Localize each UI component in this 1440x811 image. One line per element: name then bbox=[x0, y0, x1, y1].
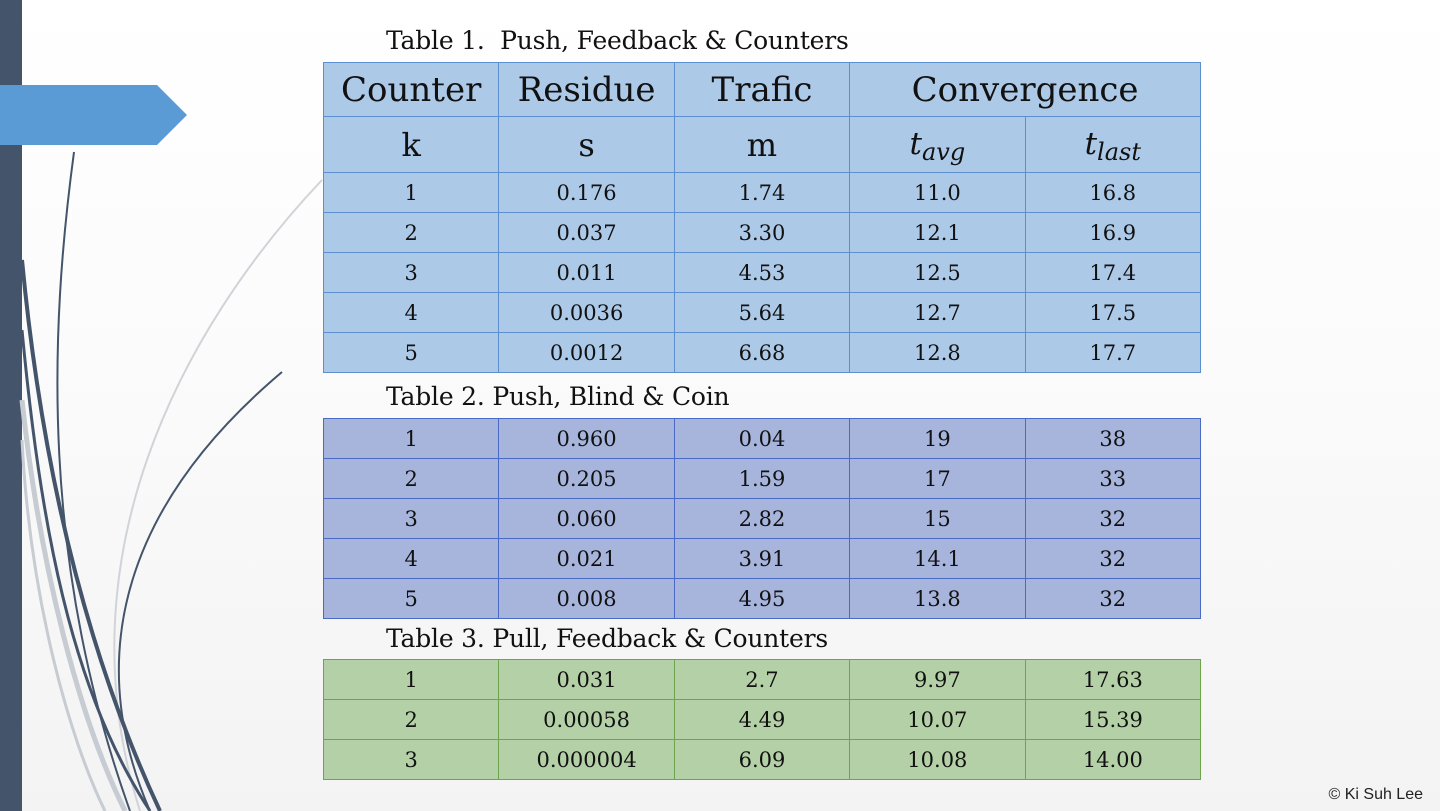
table-cell: 0.0012 bbox=[499, 333, 674, 373]
table-row bbox=[324, 293, 1201, 333]
table-row bbox=[324, 419, 1201, 459]
header-residue: Residue bbox=[499, 63, 674, 117]
table-cell: 17.63 bbox=[1025, 660, 1200, 700]
table-cell: 12.1 bbox=[850, 213, 1025, 253]
subheader-t-last bbox=[1025, 117, 1200, 173]
table-row bbox=[324, 173, 1201, 213]
table-cell: 17.7 bbox=[1025, 333, 1200, 373]
table-cell: 5 bbox=[324, 333, 499, 373]
table-cell: 12.8 bbox=[850, 333, 1025, 373]
table-cell: 0.008 bbox=[499, 579, 674, 619]
table-cell: 0.04 bbox=[674, 419, 849, 459]
table1-caption: Table 1. Push, Feedback & Counters bbox=[386, 26, 849, 55]
t-last-base: t bbox=[1084, 125, 1098, 162]
table-cell: 0.176 bbox=[499, 173, 674, 213]
table-row bbox=[324, 253, 1201, 293]
table-row bbox=[324, 333, 1201, 373]
table1 bbox=[323, 62, 1201, 373]
table2-caption: Table 2. Push, Blind & Coin bbox=[386, 382, 730, 411]
table-cell: 0.011 bbox=[499, 253, 674, 293]
table-cell: 5 bbox=[324, 579, 499, 619]
table-cell: 13.8 bbox=[850, 579, 1025, 619]
table-cell: 4 bbox=[324, 539, 499, 579]
table-cell: 5.64 bbox=[674, 293, 849, 333]
table-cell: 32 bbox=[1025, 579, 1200, 619]
table-cell: 0.060 bbox=[499, 499, 674, 539]
table-cell: 10.08 bbox=[850, 740, 1025, 780]
table-cell: 4 bbox=[324, 293, 499, 333]
table-cell: 32 bbox=[1025, 499, 1200, 539]
table-cell: 17.4 bbox=[1025, 253, 1200, 293]
table-cell: 0.037 bbox=[499, 213, 674, 253]
table-cell: 6.09 bbox=[674, 740, 849, 780]
t-last-sub: last bbox=[1097, 137, 1141, 166]
table-row bbox=[324, 459, 1201, 499]
table-cell: 17 bbox=[850, 459, 1025, 499]
table3 bbox=[323, 659, 1201, 780]
table-row bbox=[324, 499, 1201, 539]
table-cell: 1 bbox=[324, 173, 499, 213]
t-avg-sub: avg bbox=[921, 137, 966, 166]
table-cell: 3 bbox=[324, 253, 499, 293]
subheader-t-avg bbox=[850, 117, 1025, 173]
table-cell: 1 bbox=[324, 419, 499, 459]
header-convergence: Convergence bbox=[850, 63, 1201, 117]
table-cell: 0.031 bbox=[499, 660, 674, 700]
table-cell: 3.30 bbox=[674, 213, 849, 253]
table-cell: 2 bbox=[324, 213, 499, 253]
copyright-text: © Ki Suh Lee bbox=[1328, 786, 1423, 803]
table-row bbox=[324, 740, 1201, 780]
table-cell: 33 bbox=[1025, 459, 1200, 499]
table-cell: 2 bbox=[324, 459, 499, 499]
table-cell: 3 bbox=[324, 499, 499, 539]
table-cell: 4.49 bbox=[674, 700, 849, 740]
table-row bbox=[324, 660, 1201, 700]
table-cell: 15 bbox=[850, 499, 1025, 539]
subheader-k: k bbox=[324, 117, 499, 173]
table-cell: 0.205 bbox=[499, 459, 674, 499]
table-cell: 3 bbox=[324, 740, 499, 780]
table-cell: 9.97 bbox=[850, 660, 1025, 700]
table-cell: 16.8 bbox=[1025, 173, 1200, 213]
table-cell: 1.59 bbox=[674, 459, 849, 499]
table-cell: 1 bbox=[324, 660, 499, 700]
table-cell: 14.00 bbox=[1025, 740, 1200, 780]
table-cell: 17.5 bbox=[1025, 293, 1200, 333]
table-cell: 0.960 bbox=[499, 419, 674, 459]
decorative-curves bbox=[0, 0, 330, 811]
table1-subheader-row bbox=[324, 117, 1201, 173]
table-cell: 0.021 bbox=[499, 539, 674, 579]
table2 bbox=[323, 418, 1201, 619]
table-cell: 32 bbox=[1025, 539, 1200, 579]
table-cell: 0.00058 bbox=[499, 700, 674, 740]
table-cell: 14.1 bbox=[850, 539, 1025, 579]
subheader-m: m bbox=[674, 117, 849, 173]
table-row bbox=[324, 700, 1201, 740]
table-cell: 1.74 bbox=[674, 173, 849, 213]
table-cell: 2.7 bbox=[674, 660, 849, 700]
table-cell: 0.0036 bbox=[499, 293, 674, 333]
table-cell: 38 bbox=[1025, 419, 1200, 459]
table-cell: 2.82 bbox=[674, 499, 849, 539]
table-cell: 19 bbox=[850, 419, 1025, 459]
table-cell: 6.68 bbox=[674, 333, 849, 373]
table-cell: 0.000004 bbox=[499, 740, 674, 780]
t-avg-base: t bbox=[909, 125, 922, 162]
table-row bbox=[324, 579, 1201, 619]
table-cell: 4.53 bbox=[674, 253, 849, 293]
table-cell: 10.07 bbox=[850, 700, 1025, 740]
table-row bbox=[324, 213, 1201, 253]
table-cell: 15.39 bbox=[1025, 700, 1200, 740]
table-cell: 12.7 bbox=[850, 293, 1025, 333]
table-cell: 11.0 bbox=[850, 173, 1025, 213]
table-row bbox=[324, 539, 1201, 579]
header-counter: Counter bbox=[324, 63, 499, 117]
table-cell: 4.95 bbox=[674, 579, 849, 619]
table3-caption: Table 3. Pull, Feedback & Counters bbox=[386, 624, 828, 653]
table-cell: 3.91 bbox=[674, 539, 849, 579]
table-cell: 2 bbox=[324, 700, 499, 740]
subheader-s: s bbox=[499, 117, 674, 173]
table1-header-row bbox=[324, 63, 1201, 117]
header-trafic: Trafic bbox=[674, 63, 849, 117]
table-cell: 12.5 bbox=[850, 253, 1025, 293]
table-cell: 16.9 bbox=[1025, 213, 1200, 253]
